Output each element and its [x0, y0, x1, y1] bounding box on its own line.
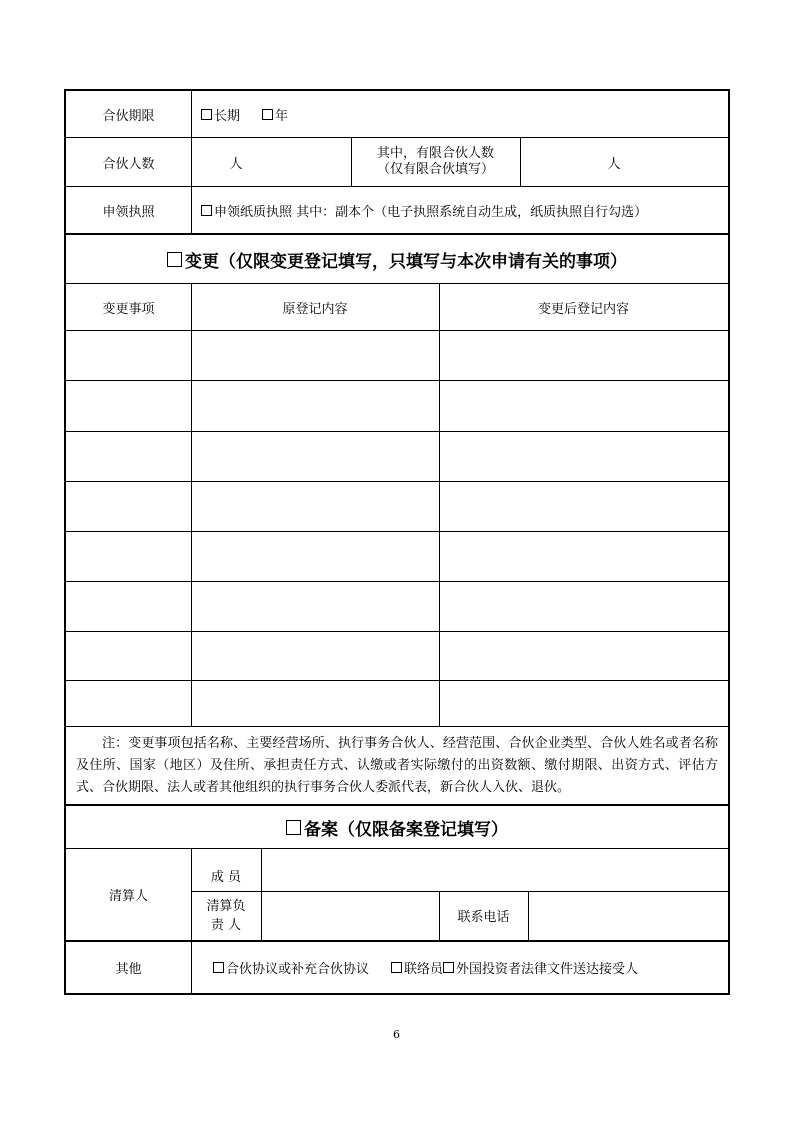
page-number: 6	[393, 1028, 400, 1041]
change-table-header	[66, 284, 728, 331]
license-label: 申领执照	[102, 204, 155, 220]
head-label-line1: 清算负	[206, 898, 246, 914]
members-field[interactable]	[261, 849, 728, 891]
other-options	[191, 942, 728, 993]
original-content-cell[interactable]	[191, 331, 439, 380]
table-row	[66, 432, 728, 482]
original-content-cell[interactable]	[191, 632, 439, 680]
foreign-agent-label: 外国投资者法律文件送达接受人	[456, 962, 639, 977]
new-content-cell[interactable]	[439, 381, 728, 431]
new-content-cell[interactable]	[439, 331, 728, 380]
change-item-cell[interactable]	[66, 432, 191, 481]
phone-field[interactable]	[528, 891, 728, 940]
change-item-cell[interactable]	[66, 681, 191, 726]
liquidation-head-label	[191, 891, 261, 940]
liaison-checkbox[interactable]	[391, 962, 402, 973]
liaison-label: 联络员	[404, 962, 444, 977]
table-row	[66, 532, 728, 582]
term-years-checkbox[interactable]	[262, 109, 273, 120]
change-item-cell[interactable]	[66, 331, 191, 380]
new-content-cell[interactable]	[439, 681, 728, 726]
col-new-content: 变更后登记内容	[537, 301, 629, 317]
partner-count-field[interactable]	[191, 138, 351, 186]
new-content-cell[interactable]	[439, 532, 728, 581]
table-row	[66, 381, 728, 432]
partnership-term-row	[66, 91, 728, 138]
filing-section-title: 备案（仅限备案登记填写）	[304, 819, 508, 840]
license-row	[66, 187, 728, 235]
filing-section-checkbox[interactable]	[286, 820, 301, 835]
change-item-cell[interactable]	[66, 532, 191, 581]
term-long-checkbox[interactable]	[201, 109, 212, 120]
new-content-cell[interactable]	[439, 632, 728, 680]
partnership-term-label: 合伙期限	[102, 108, 155, 124]
original-content-cell[interactable]	[191, 532, 439, 581]
phone-label: 联系电话	[457, 910, 510, 925]
new-content-cell[interactable]	[439, 482, 728, 531]
registration-form	[64, 89, 730, 995]
change-section-header	[66, 235, 728, 284]
change-section-title-cell	[66, 235, 728, 283]
original-content-cell[interactable]	[191, 482, 439, 531]
change-note: 注：变更事项包括名称、主要经营场所、执行事务合伙人、经营范围、合伙企业类型、合伙人姓名或者名称及住所、国家（地区）及住所、承担责任方式、认缴或者实际缴付的出资数额、缴付期限、出资方式、评估方式、合伙期限、法人或者其他组织的执行事务合伙人委派代表，新合伙人入伙、退伙。	[76, 736, 718, 795]
limited-partner-label-line2: （仅有限合伙填写）	[376, 162, 494, 177]
table-row	[66, 681, 728, 727]
new-content-cell[interactable]	[439, 432, 728, 481]
change-note-row	[66, 727, 728, 806]
head-label-line2: 责 人	[210, 917, 242, 933]
agreement-checkbox[interactable]	[213, 962, 224, 973]
change-item-cell[interactable]	[66, 582, 191, 631]
table-row	[66, 582, 728, 632]
original-content-cell[interactable]	[191, 681, 439, 726]
liquidator-row	[66, 849, 728, 942]
partner-count-unit: 人	[229, 156, 243, 172]
change-section-checkbox[interactable]	[167, 252, 182, 267]
liquidation-head-field[interactable]	[261, 891, 439, 940]
liquidator-label: 清算人	[108, 889, 148, 904]
limited-partner-count-label	[351, 138, 520, 186]
partner-count-label: 合伙人数	[102, 156, 155, 172]
table-row	[66, 331, 728, 381]
change-item-cell[interactable]	[66, 381, 191, 431]
paper-license-checkbox[interactable]	[201, 205, 212, 216]
table-row	[66, 632, 728, 681]
change-section-title: 变更（仅限变更登记填写，只填写与本次申请有关的事项）	[185, 251, 627, 272]
other-row	[66, 942, 728, 993]
term-long-label: 长期	[214, 108, 241, 124]
filing-section-header	[66, 806, 728, 849]
change-item-cell[interactable]	[66, 482, 191, 531]
agreement-label: 合伙协议或补充合伙协议	[226, 962, 370, 977]
original-content-cell[interactable]	[191, 432, 439, 481]
foreign-agent-checkbox[interactable]	[443, 962, 454, 973]
filing-section-title-cell	[66, 806, 728, 848]
new-content-cell[interactable]	[439, 582, 728, 631]
partner-count-row	[66, 138, 728, 187]
limited-partner-label-line1: 其中，有限合伙人数	[376, 146, 494, 161]
other-label: 其他	[115, 962, 142, 977]
limited-partner-count-field[interactable]	[520, 138, 728, 186]
original-content-cell[interactable]	[191, 582, 439, 631]
members-label: 成 员	[210, 869, 242, 885]
term-years-label: 年	[275, 108, 289, 124]
license-text: 申领纸质执照 其中：副本个（电子执照系统自动生成，纸质执照自行勾选）	[214, 204, 648, 220]
col-original-content: 原登记内容	[282, 301, 348, 317]
col-change-item: 变更事项	[102, 301, 155, 317]
original-content-cell[interactable]	[191, 381, 439, 431]
limited-partner-unit: 人	[607, 156, 621, 172]
table-row	[66, 482, 728, 532]
partnership-term-options	[191, 91, 728, 137]
license-options	[191, 187, 728, 233]
change-item-cell[interactable]	[66, 632, 191, 680]
